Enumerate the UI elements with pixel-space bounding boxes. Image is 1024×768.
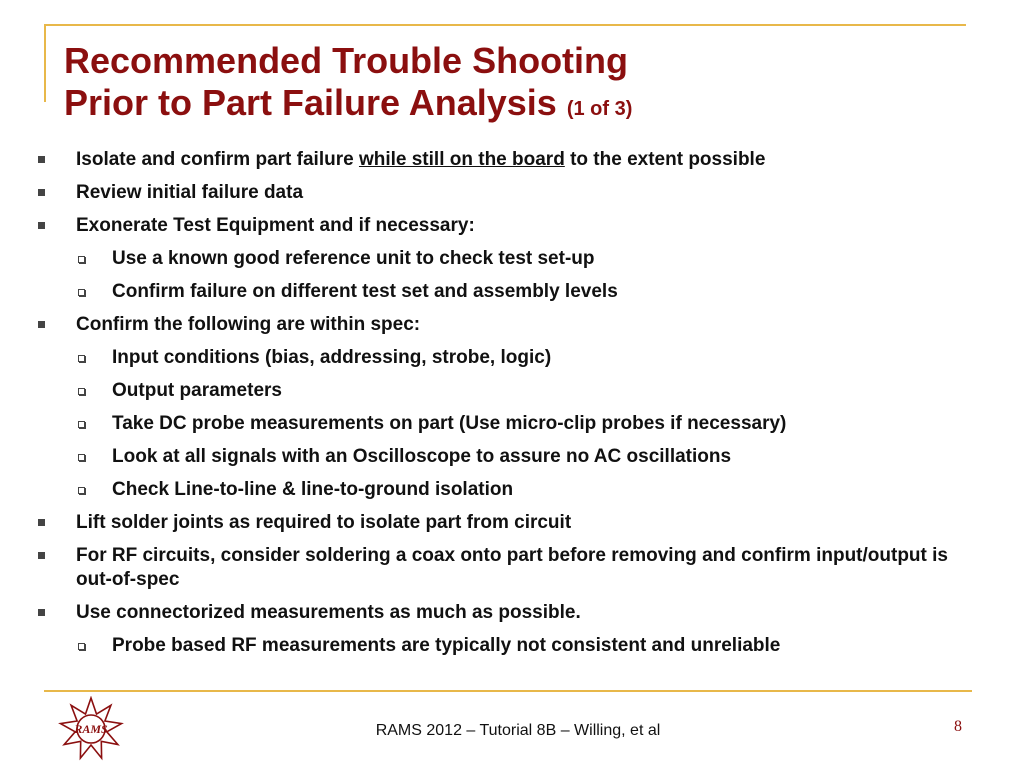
title-suffix: (1 of 3) [566,98,633,120]
bullet-text: Take DC probe measurements on part (Use micro-clip probes if necessary) [112,413,787,434]
square-bullet-icon [38,321,45,328]
bullet-text: Probe based RF measurements are typically not consistent and unreliable [112,635,781,656]
square-bullet-icon [38,189,45,196]
hollow-square-bullet-icon [78,289,85,296]
bullet-text: Input conditions (bias, addressing, strobe, logic) [112,347,552,368]
bullet-text: Output parameters [112,380,282,401]
sub-bullet-item [30,379,980,403]
sub-bullet-item [30,634,980,658]
bullet-text: Use connectorized measurements as much as possible. [76,602,581,623]
title-line-2 [64,82,632,130]
bullet-text: Review initial failure data [76,182,304,203]
hollow-square-bullet-icon [78,487,85,494]
hollow-square-bullet-icon [78,388,85,395]
hollow-square-bullet-icon [78,355,85,362]
sub-bullet-item [30,346,980,370]
bullet-item [30,511,980,535]
hollow-square-bullet-icon [78,643,85,650]
sub-bullet-item [30,412,980,436]
square-bullet-icon [38,519,45,526]
bullet-text: Exonerate Test Equipment and if necessary: [76,215,475,236]
bullet-item [30,601,980,625]
bullet-text: Isolate and confirm part failure [76,149,359,170]
bullet-text: to the extent possible [564,149,766,170]
square-bullet-icon [38,222,45,229]
bullet-text: Confirm the following are within spec: [76,314,421,335]
bullet-item [30,313,980,337]
frame-top-line [44,24,966,26]
sub-bullet-item [30,478,980,502]
square-bullet-icon [38,156,45,163]
title-line-2-text: Prior to Part Failure Analysis [64,82,557,123]
hollow-square-bullet-icon [78,454,85,461]
bullet-list [30,148,980,667]
bullet-item [30,544,980,592]
hollow-square-bullet-icon [78,421,85,428]
underlined-text: while still on the board [358,149,565,170]
footer-text: RAMS 2012 – Tutorial 8B – Willing, et al [375,722,661,739]
rams-logo-text: RAMS [74,722,108,736]
bullet-text: Look at all signals with an Oscilloscope to assure no AC oscillations [112,446,732,467]
hollow-square-bullet-icon [78,256,85,263]
title-line-1: Recommended Trouble Shooting [64,40,629,81]
page-number: 8 [954,718,962,735]
sub-bullet-item [30,247,980,271]
sub-bullet-item [30,445,980,469]
bullet-item [30,214,980,238]
bullet-text: Confirm failure on different test set and assembly levels [112,281,618,302]
bullet-item [30,148,980,172]
square-bullet-icon [38,609,45,616]
frame-left-line [44,24,46,102]
sub-bullet-item [30,280,980,304]
bullet-text: Lift solder joints as required to isolate part from circuit [76,512,572,533]
bullet-text: Check Line-to-line & line-to-ground isolation [112,479,514,500]
slide-title [64,40,632,130]
bullet-text: For RF circuits, consider soldering a coax onto part before removing and confirm input/output is out-of-spec [76,545,948,590]
square-bullet-icon [38,552,45,559]
bullet-item [30,181,980,205]
frame-bottom-line [44,690,972,692]
bullet-text: Use a known good reference unit to check test set-up [112,248,595,269]
